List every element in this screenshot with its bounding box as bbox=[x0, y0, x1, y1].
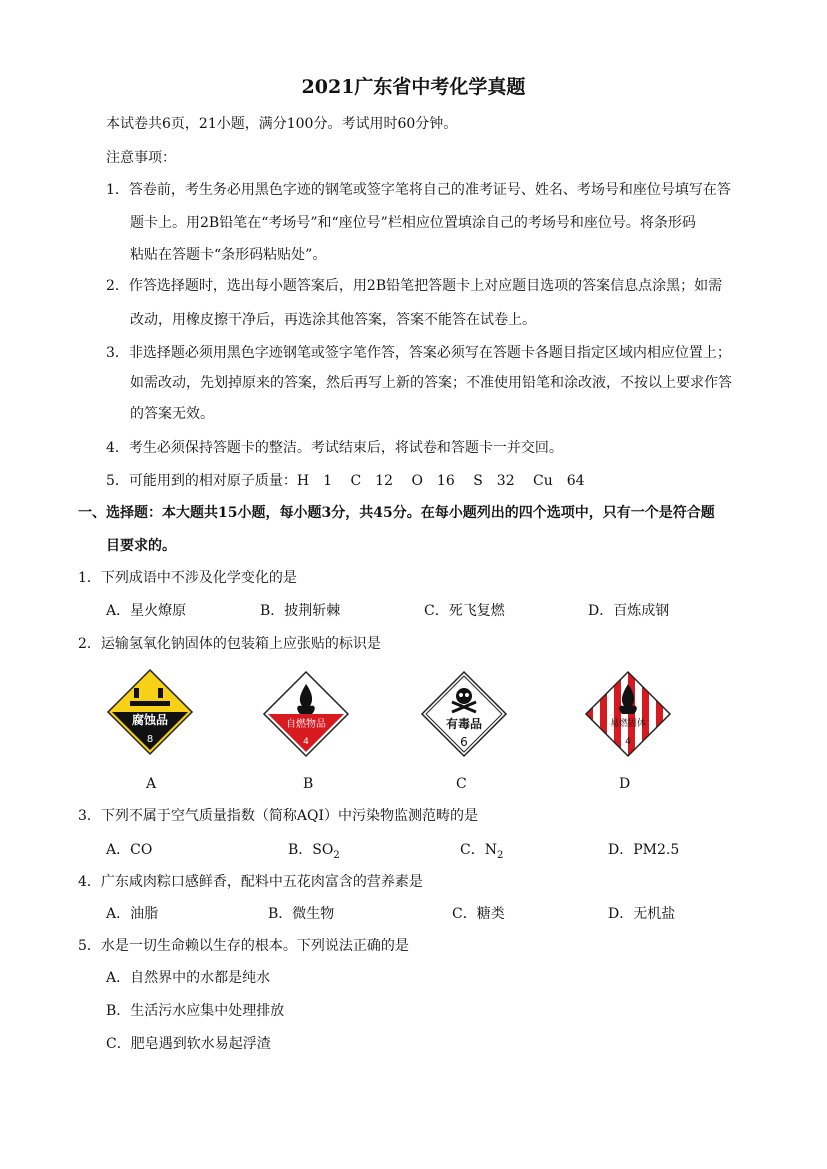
page-title: 2021广东省中考化学真题 bbox=[301, 76, 526, 98]
notice-heading: 注意事项： bbox=[106, 150, 176, 166]
notice-3-line-1: 3．非选择题必须用黑色字迹钢笔或签字笔作答，答案必须写在答题卡各题目指定区域内相应位置上； bbox=[106, 345, 731, 361]
question-1-option-d: D．百炼成钢 bbox=[588, 603, 670, 619]
question-4-option-a: A．油脂 bbox=[106, 906, 159, 922]
section-1-heading-line-1: 一、选择题：本大题共15小题，每小题3分，共45分。在每小题列出的四个选项中，只有一个是符合题 bbox=[78, 505, 715, 521]
sign-a-number: 8 bbox=[146, 734, 154, 745]
sign-c-text: 有毒品 bbox=[445, 717, 483, 731]
question-5-stem: 5．水是一切生命赖以生存的根本。下列说法正确的是 bbox=[78, 938, 409, 954]
sign-a-label: A bbox=[146, 776, 157, 792]
question-3-option-b: B．$SO_2$ bbox=[288, 842, 340, 861]
question-1-option-b: B．披荆斩棘 bbox=[260, 603, 341, 619]
notice-1-line-1: 1．答卷前，考生务必用黑色字迹的钢笔或签字笔将自己的准考证号、姓名、考场号和座位号填写在答 bbox=[106, 182, 731, 198]
question-1-stem: 1．下列成语中不涉及化学变化的是 bbox=[78, 570, 297, 586]
question-1-option-c: C．死飞复燃 bbox=[424, 603, 505, 619]
question-5-option-a: A．自然界中的水都是纯水 bbox=[106, 970, 271, 986]
question-4-stem: 4．广东咸肉粽口感鲜香，配料中五花肉富含的营养素是 bbox=[78, 874, 423, 890]
spontaneous-combustion-sign bbox=[262, 670, 350, 758]
question-2-stem: 2．运输氢氧化钠固体的包装箱上应张贴的标识是 bbox=[78, 636, 381, 652]
sign-b-text: 自燃物品 bbox=[286, 719, 326, 730]
question-4-option-d: D．无机盐 bbox=[608, 906, 676, 922]
notice-1-line-2: 题卡上。用2B铅笔在“考场号”和“座位号”栏相应位置填涂自己的考场号和座位号。将条形码 bbox=[130, 215, 696, 231]
question-3-option-d: D．PM2.5 bbox=[608, 842, 680, 858]
question-5-option-c: C．肥皂遇到软水易起浮渣 bbox=[106, 1036, 271, 1052]
sign-b-label: B bbox=[303, 776, 314, 792]
sign-a-text: 腐蚀品 bbox=[131, 713, 169, 727]
sign-c-label: C bbox=[456, 776, 467, 792]
intro-text: 本试卷共6页，21小题，满分100分。考试用时60分钟。 bbox=[106, 116, 458, 132]
sign-c-number: 6 bbox=[460, 735, 468, 749]
question-4-option-b: B．微生物 bbox=[268, 906, 335, 922]
question-1-option-a: A．星火燎原 bbox=[106, 603, 187, 619]
flammable-solid-sign bbox=[584, 670, 672, 758]
question-3-option-c: C．$N_2$ bbox=[460, 842, 504, 861]
question-3-option-a: A．CO bbox=[106, 842, 153, 858]
sign-d-number: 4 bbox=[625, 737, 631, 747]
sign-b-number: 4 bbox=[303, 737, 309, 747]
notice-5: 5．可能用到的相对原子质量：H 1 C 12 O 16 S 32 Cu 64 bbox=[106, 473, 585, 489]
question-3-stem: 3．下列不属于空气质量指数（简称AQI）中污染物监测范畴的是 bbox=[78, 808, 479, 824]
notice-3-line-2: 如需改动，先划掉原来的答案，然后再写上新的答案；不准使用铅笔和涂改液，不按以上要求作答 bbox=[130, 375, 732, 391]
question-4-option-c: C．糖类 bbox=[452, 906, 505, 922]
notice-3-line-3: 的答案无效。 bbox=[130, 406, 214, 422]
section-1-heading-line-2: 目要求的。 bbox=[106, 538, 176, 554]
corrosive-hazard-sign bbox=[106, 668, 194, 756]
notice-4: 4．考生必须保持答题卡的整洁。考试结束后，将试卷和答题卡一并交回。 bbox=[106, 440, 563, 456]
sign-d-text: 易燃固体 bbox=[609, 719, 647, 729]
test-tube-icon bbox=[134, 688, 139, 698]
notice-2-line-1: 2．作答选择题时，选出每小题答案后，用2B铅笔把答题卡上对应题目选项的答案信息点涂黑；如需 bbox=[106, 278, 723, 294]
question-5-option-b: B．生活污水应集中处理排放 bbox=[106, 1003, 285, 1019]
sign-d-label: D bbox=[619, 776, 631, 792]
notice-1-line-3: 粘贴在答题卡“条形码粘贴处”。 bbox=[130, 247, 327, 263]
toxic-hazard-sign bbox=[420, 670, 508, 758]
notice-2-line-2: 改动，用橡皮擦干净后，再选涂其他答案，答案不能答在试卷上。 bbox=[130, 312, 536, 328]
